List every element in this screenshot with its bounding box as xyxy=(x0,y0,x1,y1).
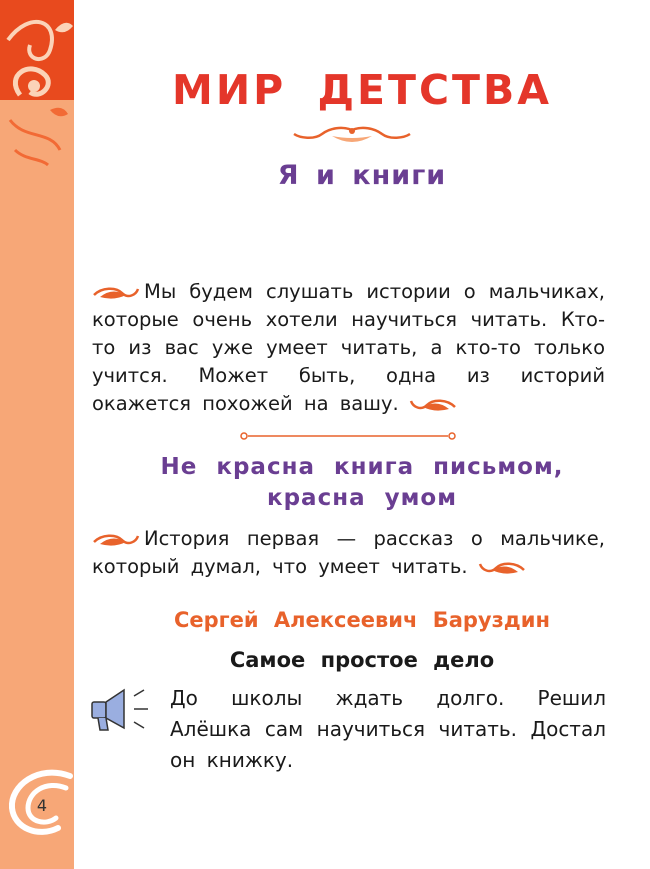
page-number: 4 xyxy=(36,796,48,815)
leaf-swirl-icon xyxy=(92,532,140,548)
title-ornament-icon xyxy=(292,124,412,146)
leaf-swirl-icon xyxy=(409,397,457,413)
story-title: Самое простое дело xyxy=(229,648,495,672)
intro-paragraph xyxy=(92,278,605,418)
chapter-heading xyxy=(74,452,650,514)
section-title: МИР ДЕТСТВА xyxy=(172,66,552,114)
chapter-note-text: История первая — рассказ о мальчике, который думал, что умеет читать. xyxy=(92,527,605,578)
chapter-note xyxy=(92,525,605,581)
chapter-heading-line1: Не красна книга письмом, xyxy=(160,454,564,480)
speaker-icon xyxy=(88,686,154,732)
chapter-heading-line2: красна умом xyxy=(266,485,458,511)
story-text: До школы ждать долго. Решил Алёшка сам научиться читать. Достал он книжку. xyxy=(170,686,606,772)
leaf-swirl-icon xyxy=(478,560,526,576)
corner-flourish-icon xyxy=(0,0,74,170)
leaf-swirl-icon xyxy=(92,285,140,301)
section-subtitle: Я и книги xyxy=(277,160,447,191)
section-divider xyxy=(238,429,458,443)
intro-text: Мы будем слушать истории о мальчиках, которые очень хотели научиться читать. Кто-то из вас уже умеет читать, а кто-то только учится. Может быть, одна из историй окажется похожей на вашу. xyxy=(92,280,605,415)
story-author: Сергей Алексеевич Баруздин xyxy=(173,608,550,632)
